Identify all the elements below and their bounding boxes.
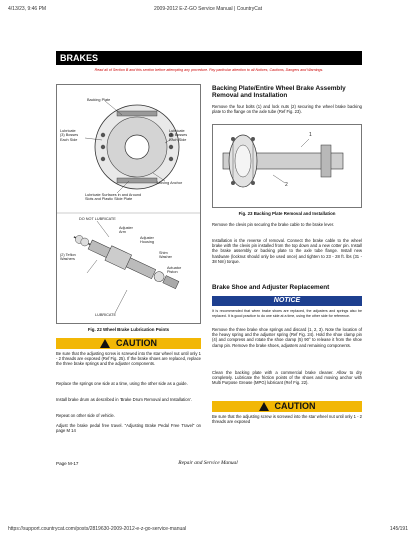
paragraph-install-drum: Install brake drum as described in 'Brake Drum Removal and Installation'. [56, 397, 192, 402]
label-adjuster-arm: Adjuster Arm [119, 226, 133, 235]
paragraph-remove-springs: Remove the three brake shoe springs and discard (1, 2, 3). Note the location of the heavy spring and the adjuster spring (Ref Fig. 24). Hold the shoe clamp pin (4) and compress and rotate the shoe clamp (5) 90° to release it from the shoe clamp pin. Remove the brake shoes, adjusters and remaining components. [212, 327, 362, 348]
label-backing-plate: Backing Plate [87, 98, 111, 102]
backing-plate-removal-diagram [213, 125, 361, 207]
label-lubricate: LUBRICATE [95, 313, 117, 317]
fig23-callout-1: 1 [309, 132, 312, 138]
page-number: Page M-17 [56, 461, 79, 466]
notice-banner: NOTICE [212, 296, 362, 306]
caution-banner-right [212, 401, 362, 412]
caution-label: CAUTION [116, 338, 157, 348]
caution-text-left: Be sure that the adjusting screw is screwed into the star wheel nut until only 1 - 2 threads are exposed (Ref Fig. 25). If the brake shoes are replaced, replace the three brake springs and the adjuster components. [56, 351, 201, 367]
label-lubricate-right: Lubricate (3) Bosses Each Side [169, 129, 188, 142]
warning-triangle-icon [100, 339, 110, 348]
label-lubricate-left: Lubricate (3) Bosses Each Side [60, 129, 79, 142]
fig23-caption: Fig. 23 Backing Plate Removal and Installation [238, 211, 336, 216]
section-warning: Read all of Section B and this section before attempting any procedure. Pay particular attention to all Notices, Cautions, Dangers and Warnings. [94, 68, 324, 72]
paragraph-remove-bolts: Remove the four bolts (1) and lock nuts (2) securing the wheel brake backing plate to the flange on the axle tube (Ref Fig. 23). [212, 104, 362, 115]
paragraph-remove-clevis: Remove the clevis pin securing the brake cable to the brake lever. [212, 222, 335, 227]
label-lubricate-surfaces: Lubricate Surfaces in and Around Slots and Plastic Slide Plate [85, 193, 142, 202]
label-shim-washer: Shim Washer [159, 251, 172, 260]
paragraph-clean-backing-plate: Clean the backing plate with a commercial brake cleaner. Allow to dry completely. Lubricate the friction points of the shoes and moving anchor with Multi Purpose Grease (MPG) lubricant (Ref Fig. 22). [212, 370, 362, 386]
label-actuator-piston: Actuator Piston [167, 266, 182, 275]
fig22-caption: Fig. 22 Wheel Brake Lubrication Points [87, 327, 170, 332]
paragraph-repeat: Repeat on other side of vehicle. [56, 413, 115, 418]
section-title-bar: BRAKES [56, 51, 362, 65]
heading-brake-shoe: Brake Shoe and Adjuster Replacement [212, 284, 330, 291]
caution-text-right: Be sure that the adjusting screw is screwed into the star wheel nut until only 1 - 2 threads are exposed [212, 414, 362, 425]
print-page-title: 2009-2012 E-Z-GO Service Manual | CountryCat [153, 6, 262, 12]
figure-23 [212, 124, 362, 208]
paragraph-installation: Installation is the reverse of removal. Connect the brake cable to the wheel brake with the clevis pin installed from the top down and a new cotter pin. Install the brake assembly or backing plate to the axle tube flange. Install new hardware (locknut should only be used once) and tighten to 23 - 28 ft. lbs (31 - 38 Nm) torque. [212, 238, 362, 264]
caution-banner-left [56, 338, 201, 349]
figure-22 [56, 84, 201, 324]
print-page-count: 145/191 [389, 526, 408, 532]
print-datetime: 4/13/23, 9:46 PM [8, 6, 47, 12]
warning-triangle-icon [259, 402, 269, 411]
label-teflon-washers: (2) Teflon Washers [60, 253, 76, 262]
heading-backing-plate-removal: Backing Plate/Entire Wheel Brake Assembly Removal and Installation [212, 85, 346, 100]
paragraph-replace-springs: Replace the springs one side at a time, using the other side as a guide. [56, 381, 188, 386]
label-adjuster-housing: Adjuster Housing [140, 236, 154, 245]
print-url[interactable]: https://support.countrycat.com/posts/2819630-2009-2012-e-z-go-service-manual [8, 526, 187, 532]
fig23-callout-2: 2 [285, 182, 288, 188]
brake-lubrication-diagram [57, 85, 200, 323]
caution-label: CAUTION [274, 401, 316, 411]
paragraph-adjust-pedal: Adjust the brake pedal free travel. "Adjusting Brake Pedal Free Travel" on page M 14 [56, 423, 201, 434]
label-moving-anchor: Moving Anchor [157, 181, 183, 185]
notice-text: It is recommended that when brake shoes are replaced, the adjusters and springs also be replaced. It is good practice to do one side at a time, using the other side for reference. [212, 309, 362, 318]
label-do-not-lubricate: DO NOT LUBRICATE [79, 217, 116, 221]
manual-title: Repair and Service Manual [178, 460, 238, 466]
